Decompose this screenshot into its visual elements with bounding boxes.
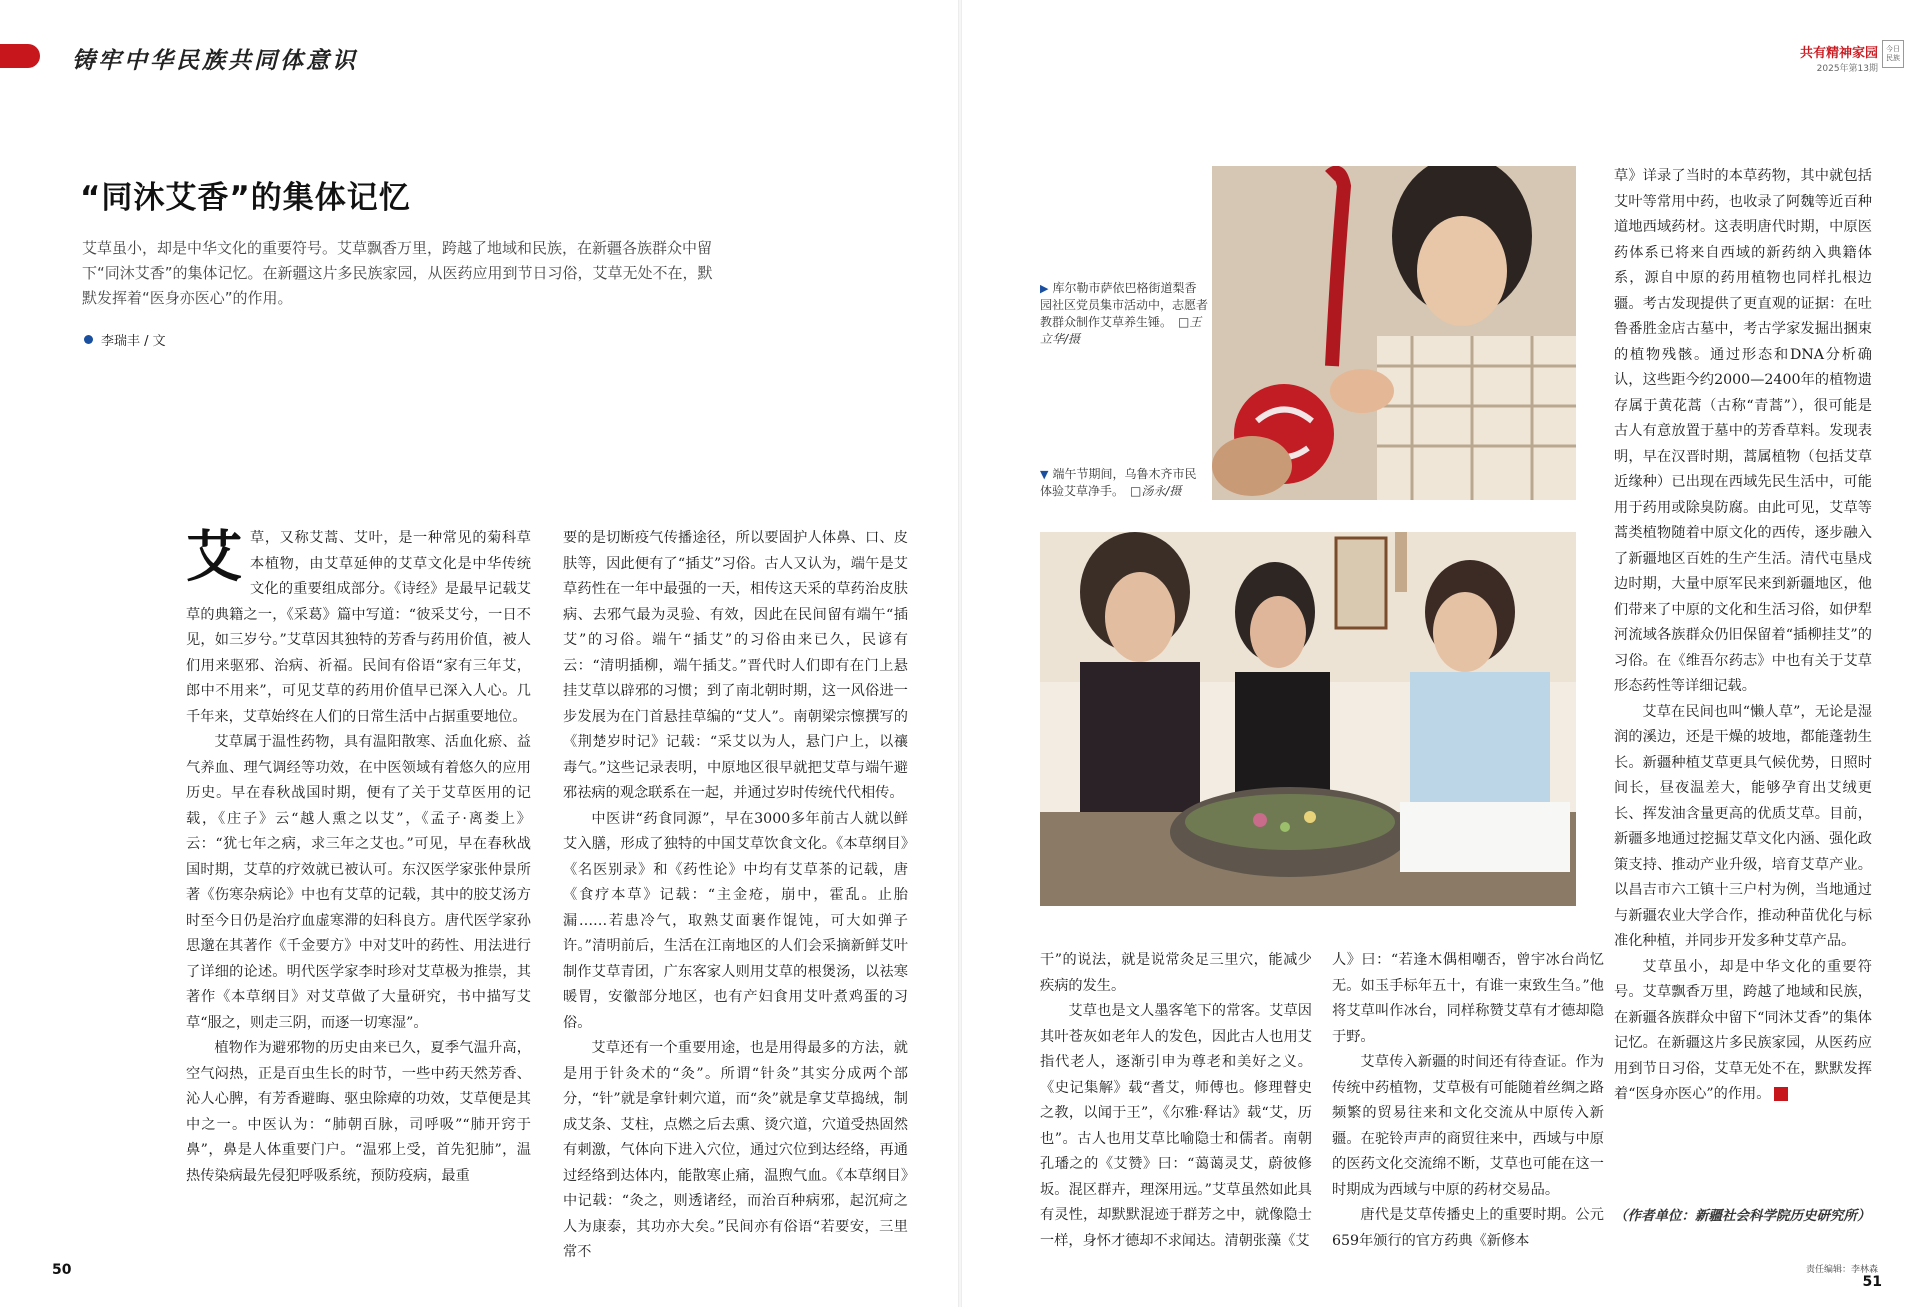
body-column-3 bbox=[1040, 948, 1312, 1254]
magazine-name: 共有精神家园 bbox=[1799, 46, 1878, 61]
byline bbox=[84, 330, 166, 349]
magazine-badge: 今日民族 bbox=[1882, 40, 1904, 68]
section-title: 铸牢中华民族共同体意识 bbox=[72, 47, 358, 74]
photo-illustration bbox=[1212, 166, 1576, 500]
caption-text: 库尔勒市萨依巴格街道梨香园社区党员集市活动中，志愿者教群众制作艾草养生锤。 bbox=[1040, 281, 1209, 329]
magazine-header bbox=[1800, 42, 1878, 74]
paragraph: 干”的说法，就是说常灸足三里穴，能减少疾病的发生。 bbox=[1040, 952, 1312, 994]
photo-credit: □王立华/摄 bbox=[1040, 315, 1202, 346]
body-column-2 bbox=[563, 526, 908, 1266]
paragraph: 中医讲“药食同源”，早在3000多年前古人就以鲜艾入膳，形成了独特的中国艾草饮食文化。《本草纲目》《名医别录》和《药性论》中均有艾草茶的记载，唐《食疗本草》记载：“主金疮，崩中，霍乱。止胎漏……若患冷气，取熟艾面裹作馄饨，可大如弹子许。”清明前后，生活在江南地区的人们会采摘新鲜艾叶制作艾草青团，广东客家人则用艾草的根煲汤，以祛寒暖胃，安徽部分地区，也有产妇食用艾叶煮鸡蛋的习俗。 bbox=[563, 810, 908, 1031]
issue-number: 2025年第13期 bbox=[1816, 64, 1878, 74]
paragraph: 人》曰：“若逢木偶相嘲否，曾宇冰台尚忆无。如玉手标年五十，有谁一束致生刍。”他将艾草叫作冰台，同样称赞艾草有才德却隐于野。 bbox=[1332, 952, 1604, 1045]
page-number-right: 51 bbox=[1862, 1274, 1882, 1290]
paragraph: 艾草在民间也叫“懒人草”，无论是湿润的溪边，还是干燥的坡地，都能蓬勃生长。新疆种植艾草更具气候优势，日照时间长，昼夜温差大，能够孕育出艾绒更长、挥发油含量更高的优质艾草。目前，新疆多地通过挖掘艾草文化内涵、强化政策支持、推动产业升级，培育艾草产业。以昌吉市六工镇十三户村为例，当地通过与新疆农业大学合作，推动种苗优化与标准化种植，并同步开发多种艾草产品。 bbox=[1614, 703, 1872, 949]
article-title: “同沐艾香”的集体记忆 bbox=[80, 180, 411, 216]
paragraph-text: 艾草虽小，却是中华文化的重要符号。艾草飘香万里，跨越了地域和民族，在新疆各族群众中留下“同沐艾香”的集体记忆。在新疆这片多民族家园，从医药应用到节日习俗，艾草无处不在，默默发挥着“医身亦医心”的作用。 bbox=[1614, 958, 1872, 1102]
body-column-5 bbox=[1614, 164, 1872, 1108]
paragraph: 艾草还有一个重要用途，也是用得最多的方法，就是用于针灸术的“灸”。所谓“针灸”其实分成两个部分，“针”就是拿针刺穴道，而“灸”就是拿艾草捣绒，制成艾条、艾柱，点燃之后去熏、烫穴道，穴道受热固然有刺激，气体向下进入穴位，通过穴位到达经络，再通过经络到达体内，能散寒止痛，温煦气血。《本草纲目》中记载：“灸之，则透诸经，而治百种病邪，起沉疴之人为康泰，其功亦大矣。”民间亦有俗语“若要安，三里常不 bbox=[563, 1040, 908, 1260]
paragraph bbox=[1614, 955, 1872, 1108]
caption-arrow-icon: ▼ bbox=[1040, 468, 1049, 481]
paragraph: 要的是切断疫气传播途径，所以要固护人体鼻、口、皮肤等，因此便有了“插艾”习俗。古人又认为，端午是艾草药性在一年中最强的一天，相传这天采的草药治皮肤病、去邪气最为灵验、有效，因此在民间留有端午“插艾”的习俗。端午“插艾”的习俗由来已久，民谚有云：“清明插柳，端午插艾。”晋代时人们即有在门上悬挂艾草以辟邪的习惯；到了南北朝时期，这一风俗进一步发展为在门首悬挂草编的“艾人”。南朝梁宗懔撰写的《荆楚岁时记》记载：“采艾以为人，悬门户上，以禳毒气。”这些记录表明，中原地区很早就把艾草与端午避邪祛病的观念联系在一起，并通过岁时传统代代相传。 bbox=[563, 530, 908, 801]
body-column-4 bbox=[1332, 948, 1604, 1254]
paragraph: 草》详录了当时的本草药物，其中就包括艾叶等常用中药，也收录了阿魏等近百种道地西域药材。这表明唐代时期，中原医药体系已将来自西域的新药纳入典籍体系，源自中原的药用植物也同样扎根边疆。考古发现提供了更直观的证据：在吐鲁番胜金店古墓中，考古学家发掘出捆束的植物残骸。通过形态和DNA分析确认，这些距今约2000—2400年的植物遗存属于黄花蒿（古称“青蒿”），很可能是古人有意放置于墓中的芳香草料。发现表明，早在汉晋时期，蒿属植物（包括艾草近缘种）已出现在西域先民生活中，可能用于药用或除臭防腐。由此可见，艾草等蒿类植物随着中原文化的西传，逐步融入了新疆地区百姓的生产生活。清代屯垦戍边时期，大量中原军民来到新疆地区，他们带来了中原的文化和生活习俗，如伊犁河流域各族群众仍旧保留着“插柳挂艾”的习俗。在《维吾尔药志》中也有关于艾草形态药性等详细记载。 bbox=[1614, 168, 1872, 694]
spine bbox=[958, 0, 962, 1307]
caption-photo-2 bbox=[1040, 466, 1208, 500]
caption-text: 端午节期间，乌鲁木齐市民体验艾草净手。 bbox=[1040, 467, 1197, 498]
paragraph: 艾草传入新疆的时间还有待查证。作为传统中药植物，艾草极有可能随着丝绸之路频繁的贸易往来和文化交流从中原传入新疆。在驼铃声声的商贸往来中，西域与中原的医药文化交流绵不断，艾草也可能在这一时期成为西域与中原的药材交易品。 bbox=[1332, 1054, 1604, 1198]
article-lead: 艾草虽小，却是中华文化的重要符号。艾草飘香万里，跨越了地域和民族，在新疆各族群众中留下“同沐艾香”的集体记忆。在新疆这片多民族家园，从医药应用到节日习俗，艾草无处不在，默默发挥着“医身亦医心”的作用。 bbox=[82, 239, 713, 307]
author-name: 李瑞丰 / 文 bbox=[101, 334, 166, 349]
paragraph-text: 草，又称艾蒿、艾叶，是一种常见的菊科草本植物，由艾草延伸的艾草文化是中华传统文化的重要组成部分。《诗经》是最早记载艾草的典籍之一，《采葛》篇中写道：“彼采艾兮，一日不见，如三岁兮。”艾草因其独特的芳香与药用价值，被人们用来驱邪、治病、祈福。民间有俗语“家有三年艾，郎中不用来”，可见艾草的药用价值早已深入人心。几千年来，艾草始终在人们的日常生活中占据重要地位。 bbox=[186, 530, 531, 725]
paragraph: 艾草也是文人墨客笔下的常客。艾草因其叶苍灰如老年人的发色，因此古人也用艾指代老人，逐渐引申为尊老和美好之义。《史记集解》载“耆艾，师傅也。修理瞽史之教，以闻于王”，《尔雅·释诂》载“艾，历也”。古人也用艾草比喻隐士和儒者。南朝孔璠之的《艾赞》曰：“蔼蔼灵艾，蔚彼修坂。混区群卉，理深用远。”艾草虽然如此具有灵性，却默默混迹于群芳之中，就像隐士一样，身怀才德却不求闻达。清朝张藻《艾 bbox=[1040, 1003, 1312, 1249]
page-number-left: 50 bbox=[52, 1262, 72, 1278]
photo-credit: □汤永/摄 bbox=[1130, 484, 1182, 498]
drop-cap: 艾 bbox=[186, 525, 242, 590]
responsible-editor: 责任编辑：李林森 bbox=[1805, 1265, 1878, 1275]
section-marker bbox=[0, 44, 40, 68]
photo-illustration bbox=[1040, 532, 1576, 906]
paragraph: 唐代是艾草传播史上的重要时期。公元659年颁行的官方药典《新修本 bbox=[1332, 1207, 1604, 1249]
paragraph: 植物作为避邪物的历史由来已久，夏季气温升高，空气闷热，正是百虫生长的时节，一些中药天然芳香、沁人心脾，有芳香避晦、驱虫除瘴的功效，艾草便是其中之一。中医认为：“肺朝百脉，司呼吸”“肺开窍于鼻”，鼻是人体重要门户。“温邪上受，首先犯肺”，温热传染病最先侵犯呼吸系统，预防疫病，最重 bbox=[186, 1040, 531, 1184]
body-column-1 bbox=[186, 526, 531, 1189]
caption-photo-1 bbox=[1040, 280, 1208, 348]
paragraph bbox=[186, 526, 531, 730]
end-mark-icon bbox=[1774, 1087, 1788, 1101]
caption-arrow-icon: ▶ bbox=[1040, 282, 1049, 295]
byline-dot-icon bbox=[84, 335, 93, 344]
paragraph: 艾草属于温性药物，具有温阳散寒、活血化瘀、益气养血、理气调经等功效，在中医领域有着悠久的应用历史。早在春秋战国时期，便有了关于艾草医用的记载，《庄子》云“越人熏之以艾”，《孟子·离娄上》云：“犹七年之病，求三年之艾也。”可见，早在春秋战国时期，艾草的疗效就已被认可。东汉医学家张仲景所著《伤寒杂病论》中也有艾草的记载，其中的胶艾汤方时至今日仍是治疗血虚寒滞的妇科良方。唐代医学家孙思邈在其著作《千金要方》中对艾叶的药性、用法进行了详细的论述。明代医学家李时珍对艾草极为推崇，其著作《本草纲目》对艾草做了大量研究，书中描写艾草“服之，则走三阴，而逐一切寒湿”。 bbox=[186, 734, 531, 1031]
photo-mugwort-handwash bbox=[1040, 532, 1576, 906]
author-affiliation: （作者单位：新疆社会科学院历史研究所） bbox=[1614, 1208, 1871, 1224]
photo-mugwort-hammer bbox=[1212, 166, 1576, 500]
